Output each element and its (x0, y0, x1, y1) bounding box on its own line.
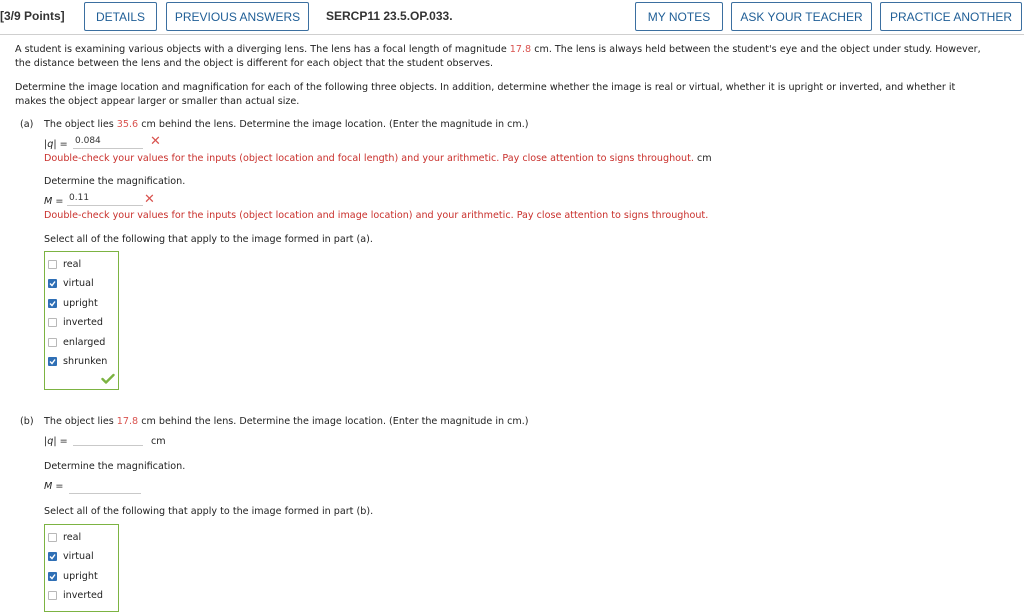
part-b-mag-prompt: Determine the magnification. (44, 461, 186, 472)
part-b-label: (b) (20, 416, 34, 427)
part-a-label: (a) (20, 119, 34, 130)
checkbox[interactable] (48, 299, 57, 308)
question-header (0, 0, 1024, 35)
checkbox[interactable] (48, 591, 57, 600)
incorrect-x-icon: ✕ (150, 134, 161, 149)
checkbox[interactable] (48, 338, 57, 347)
checkbox[interactable] (48, 318, 57, 327)
correct-check-icon (101, 373, 115, 385)
option-virtual[interactable]: virtual (48, 549, 94, 563)
part-a-q-input[interactable]: 0.084 (73, 136, 143, 149)
option-virtual[interactable]: virtual (48, 276, 94, 290)
intro-paragraph-2: Determine the image location and magnification for each of the following three objects. In addition, determine whether the image is real or virtual, whether it is upright or inverted, and whether it makes the object appear larger or smaller than actual size. (15, 82, 956, 107)
intro-paragraph-1: A student is examining various objects with a diverging lens. The lens has a focal length of magnitude 17.8 cm. The lens is always held between the student's eye and the object under study. However, the distance between the lens and the object is different for each object that the student observes. (15, 44, 981, 69)
checkbox[interactable] (48, 279, 57, 288)
part-a-distance: 35.6 (116, 119, 139, 130)
option-upright[interactable]: upright (48, 296, 98, 310)
checkbox[interactable] (48, 572, 57, 581)
part-b-distance: 17.8 (116, 416, 139, 427)
part-a-checkbox-group (44, 251, 119, 390)
my-notes-button[interactable]: MY NOTES (635, 2, 723, 31)
part-a-m-input[interactable]: 0.11 (67, 193, 143, 206)
option-inverted[interactable]: inverted (48, 588, 103, 602)
part-a-q-feedback: Double-check your values for the inputs (object location and focal length) and your arithmetic. Pay close attention to signs throughout. (44, 153, 694, 164)
part-a-m-feedback: Double-check your values for the inputs (object location and image location) and your arithmetic. Pay close attention to signs throughout. (44, 210, 709, 221)
option-shrunken[interactable]: shrunken (48, 354, 107, 368)
previous-answers-button[interactable]: PREVIOUS ANSWERS (166, 2, 309, 31)
part-b-checkbox-group (44, 524, 119, 612)
part-a-m-label: M = (44, 196, 64, 207)
question-id: SERCP11 23.5.OP.033. (326, 9, 453, 23)
option-real[interactable]: real (48, 257, 81, 271)
checkbox[interactable] (48, 357, 57, 366)
part-a-select-prompt: Select all of the following that apply to the image formed in part (a). (44, 234, 373, 245)
part-b-q-label: |q| = (44, 436, 68, 447)
part-b-m-input[interactable] (69, 481, 141, 494)
practice-another-button[interactable]: PRACTICE ANOTHER (880, 2, 1022, 31)
ask-your-teacher-button[interactable]: ASK YOUR TEACHER (731, 2, 872, 31)
incorrect-x-icon: ✕ (144, 192, 155, 207)
details-button[interactable]: DETAILS (84, 2, 157, 31)
part-b-select-prompt: Select all of the following that apply to the image formed in part (b). (44, 506, 374, 517)
option-enlarged[interactable]: enlarged (48, 335, 105, 349)
part-b-q-unit: cm (151, 436, 166, 447)
focal-length-value: 17.8 (509, 44, 532, 55)
part-b-m-label: M = (44, 481, 64, 492)
checkbox[interactable] (48, 260, 57, 269)
part-a-mag-prompt: Determine the magnification. (44, 176, 186, 187)
part-a-q-label: |q| = (44, 139, 68, 150)
option-real[interactable]: real (48, 530, 81, 544)
points-score: [3/9 Points] (0, 9, 65, 23)
part-a-q-feedback-row: Double-check your values for the inputs (object location and focal length) and your arithmetic. Pay close attention to signs throughout. cm (44, 153, 712, 164)
checkbox[interactable] (48, 533, 57, 542)
option-upright[interactable]: upright (48, 569, 98, 583)
part-a-prompt: The object lies 35.6 cm behind the lens. Determine the image location. (Enter the magnitude in cm.) (44, 119, 529, 130)
part-b-prompt: The object lies 17.8 cm behind the lens. Determine the image location. (Enter the magnitude in cm.) (44, 416, 529, 427)
checkbox[interactable] (48, 552, 57, 561)
option-inverted[interactable]: inverted (48, 315, 103, 329)
part-b-q-input[interactable] (73, 433, 143, 446)
